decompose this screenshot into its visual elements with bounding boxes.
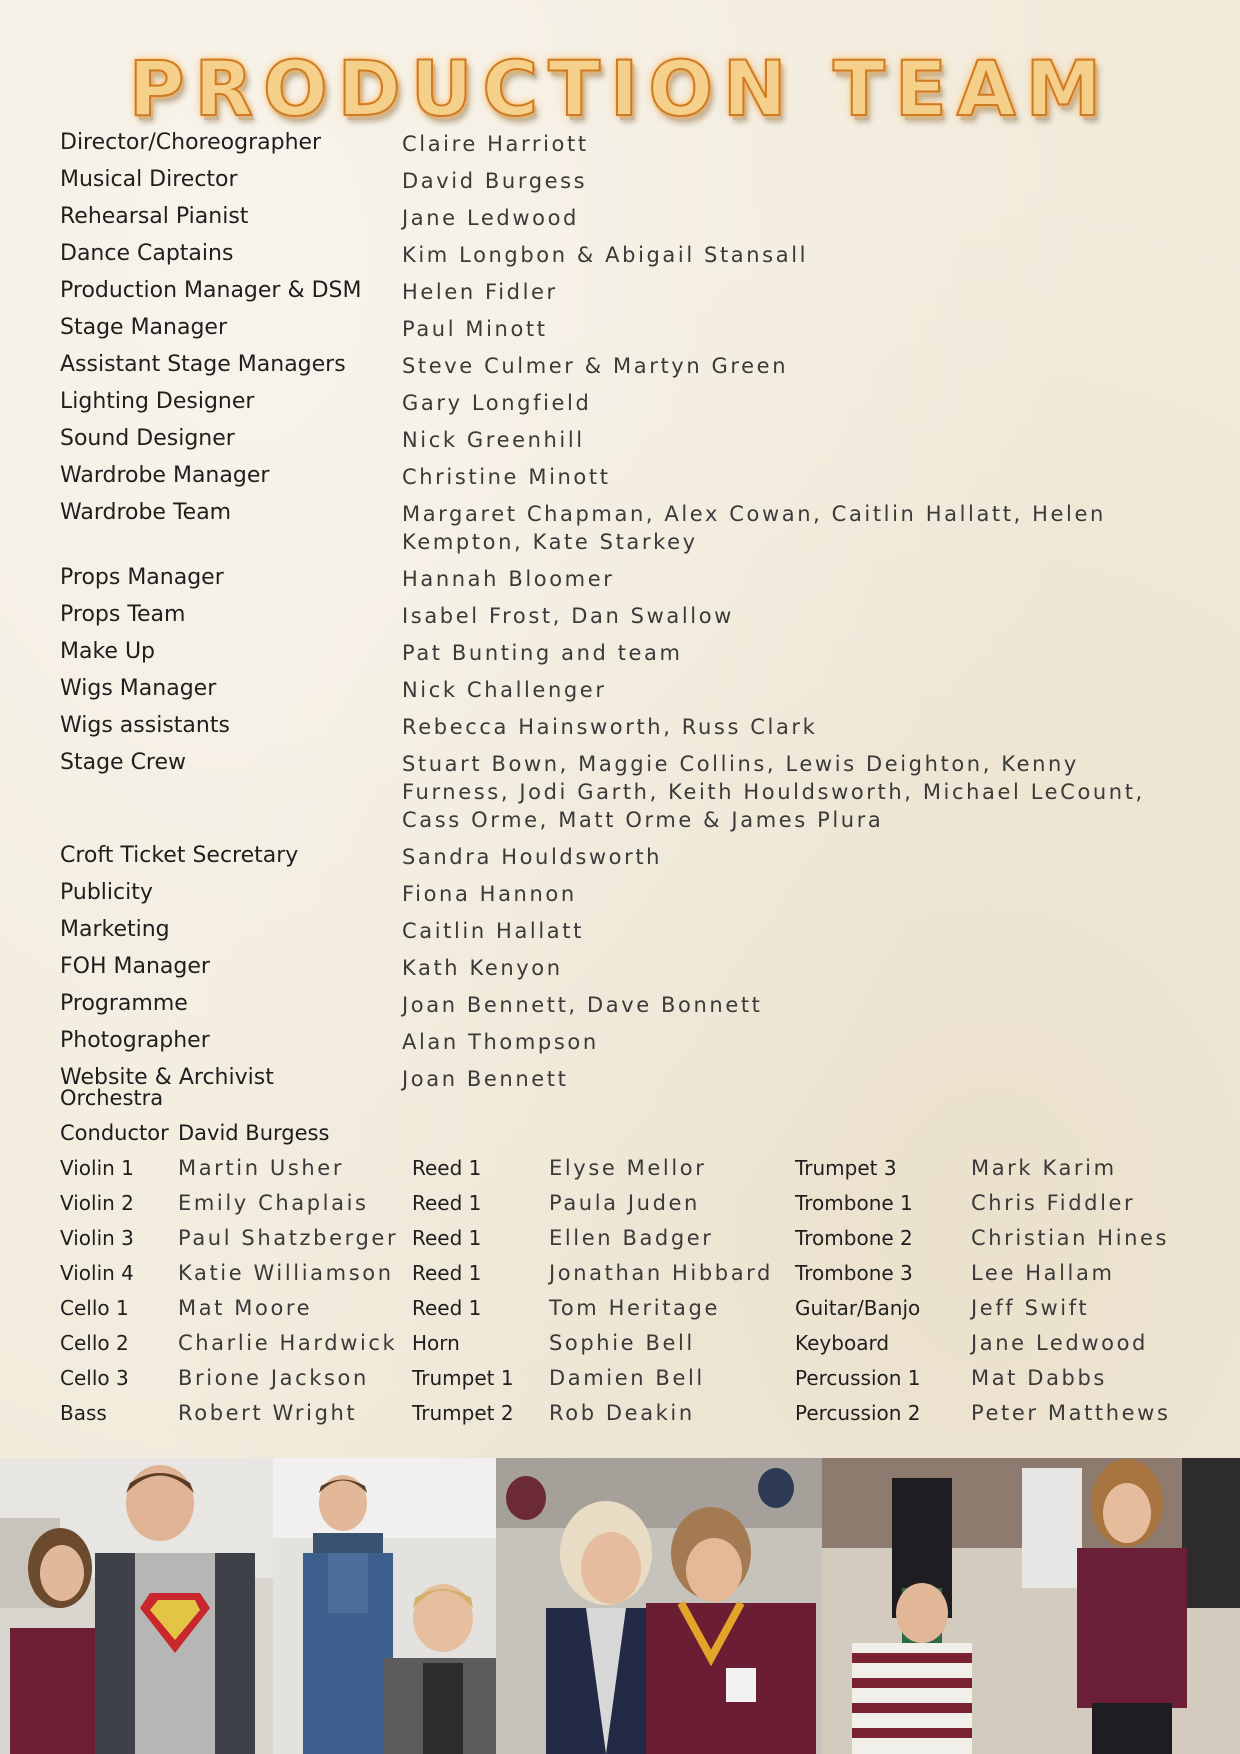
orchestra-part: Reed 1 bbox=[412, 1261, 482, 1285]
orchestra-player: Lee Hallam bbox=[971, 1261, 1115, 1285]
credit-name: Isabel Frost, Dan Swallow bbox=[402, 604, 734, 628]
credit-role: Lighting Designer bbox=[60, 389, 255, 414]
orchestra-player: Christian Hines bbox=[971, 1226, 1170, 1250]
orchestra-part: Violin 2 bbox=[60, 1191, 134, 1215]
conductor-label: Conductor bbox=[60, 1121, 169, 1145]
orchestra-parts-column bbox=[412, 1155, 549, 1435]
credit-role: Make Up bbox=[60, 639, 156, 664]
orchestra-part: Trombone 3 bbox=[795, 1261, 913, 1285]
credit-row bbox=[60, 843, 1190, 871]
credit-row bbox=[60, 389, 1190, 417]
credit-role: Website & Archivist bbox=[60, 1065, 274, 1090]
credit-role: Marketing bbox=[60, 917, 170, 942]
credit-role: Stage Manager bbox=[60, 315, 227, 340]
orchestra-part: Cello 1 bbox=[60, 1296, 129, 1320]
orchestra-player: Jonathan Hibbard bbox=[549, 1261, 773, 1285]
orchestra-part: Trumpet 3 bbox=[795, 1156, 897, 1180]
credit-role: Props Manager bbox=[60, 565, 224, 590]
credit-row bbox=[60, 639, 1190, 667]
credit-name: Fiona Hannon bbox=[402, 882, 577, 906]
credit-row bbox=[60, 500, 1190, 556]
orchestra-part: Reed 1 bbox=[412, 1191, 482, 1215]
credit-name: Nick Greenhill bbox=[402, 428, 585, 452]
credit-row bbox=[60, 954, 1190, 982]
orchestra-player: Brione Jackson bbox=[178, 1366, 369, 1390]
orchestra-player: Emily Chaplais bbox=[178, 1191, 369, 1215]
orchestra-player: Rob Deakin bbox=[549, 1401, 695, 1425]
orchestra-player: Katie Williamson bbox=[178, 1261, 394, 1285]
credit-role: Production Manager & DSM bbox=[60, 278, 362, 303]
credit-name: Jane Ledwood bbox=[402, 206, 579, 230]
orchestra-part: Trombone 1 bbox=[795, 1191, 913, 1215]
credit-role: Croft Ticket Secretary bbox=[60, 843, 299, 868]
credit-name: Nick Challenger bbox=[402, 678, 607, 702]
conductor-row bbox=[60, 1120, 1190, 1146]
credit-name: Sandra Houldsworth bbox=[402, 845, 663, 869]
conductor-name: David Burgess bbox=[178, 1121, 330, 1145]
credit-role: Wigs assistants bbox=[60, 713, 230, 738]
credit-name: Helen Fidler bbox=[402, 280, 558, 304]
orchestra-player: Tom Heritage bbox=[549, 1296, 720, 1320]
orchestra-part: Cello 2 bbox=[60, 1331, 129, 1355]
orchestra-parts-column bbox=[795, 1155, 971, 1435]
credit-name: Joan Bennett bbox=[402, 1067, 569, 1091]
production-credits-list bbox=[60, 130, 1190, 1102]
orchestra-players-column bbox=[971, 1155, 1190, 1435]
orchestra-part: Percussion 1 bbox=[795, 1366, 921, 1390]
credit-role: Wardrobe Manager bbox=[60, 463, 270, 488]
orchestra-part: Reed 1 bbox=[412, 1156, 482, 1180]
orchestra-player: Mark Karim bbox=[971, 1156, 1117, 1180]
credit-role: FOH Manager bbox=[60, 954, 210, 979]
orchestra-part: Cello 3 bbox=[60, 1366, 129, 1390]
credit-role: Director/Choreographer bbox=[60, 130, 322, 155]
orchestra-player: Paula Juden bbox=[549, 1191, 700, 1215]
orchestra-player: Charlie Hardwick bbox=[178, 1331, 398, 1355]
orchestra-players-column bbox=[549, 1155, 795, 1435]
orchestra-player: Paul Shatzberger bbox=[178, 1226, 399, 1250]
credit-name: Claire Harriott bbox=[402, 132, 589, 156]
credit-row bbox=[60, 204, 1190, 232]
credit-row bbox=[60, 426, 1190, 454]
credit-row bbox=[60, 278, 1190, 306]
orchestra-part: Trumpet 2 bbox=[412, 1401, 514, 1425]
credit-row bbox=[60, 713, 1190, 741]
credit-name: Paul Minott bbox=[402, 317, 548, 341]
credit-name: Caitlin Hallatt bbox=[402, 919, 584, 943]
orchestra-part: Violin 4 bbox=[60, 1261, 134, 1285]
credit-role: Publicity bbox=[60, 880, 153, 905]
credit-role: Rehearsal Pianist bbox=[60, 204, 249, 229]
rehearsal-photo-dungarees bbox=[273, 1458, 496, 1754]
orchestra-player: Mat Moore bbox=[178, 1296, 313, 1320]
credit-name: Pat Bunting and team bbox=[402, 641, 683, 665]
orchestra-player: Chris Fiddler bbox=[971, 1191, 1136, 1215]
credit-name: Alan Thompson bbox=[402, 1030, 599, 1054]
credit-row bbox=[60, 463, 1190, 491]
credit-row bbox=[60, 750, 1190, 834]
orchestra-grid bbox=[60, 1155, 1190, 1435]
orchestra-player: Elyse Mellor bbox=[549, 1156, 707, 1180]
credit-row bbox=[60, 1028, 1190, 1056]
orchestra-part: Percussion 2 bbox=[795, 1401, 921, 1425]
credit-role: Stage Crew bbox=[60, 750, 187, 775]
credit-row bbox=[60, 352, 1190, 380]
credit-role: Dance Captains bbox=[60, 241, 234, 266]
credit-role: Musical Director bbox=[60, 167, 238, 192]
credit-role: Programme bbox=[60, 991, 188, 1016]
credit-name: Rebecca Hainsworth, Russ Clark bbox=[402, 715, 818, 739]
orchestra-player: Sophie Bell bbox=[549, 1331, 695, 1355]
orchestra-part: Keyboard bbox=[795, 1331, 890, 1355]
orchestra-part: Violin 1 bbox=[60, 1156, 134, 1180]
credit-name: Stuart Bown, Maggie Collins, Lewis Deighton, Kenny Furness, Jodi Garth, Keith Houldsworth, Michael LeCount, Cass Orme, Matt Orme & James Plura bbox=[402, 752, 1145, 832]
orchestra-player: Martin Usher bbox=[178, 1156, 345, 1180]
credit-name: David Burgess bbox=[402, 169, 588, 193]
orchestra-part: Guitar/Banjo bbox=[795, 1296, 921, 1320]
page-title: PRODUCTION TEAM bbox=[128, 44, 1112, 133]
credit-row bbox=[60, 602, 1190, 630]
orchestra-part: Reed 1 bbox=[412, 1296, 482, 1320]
orchestra-player: Peter Matthews bbox=[971, 1401, 1171, 1425]
credit-row bbox=[60, 565, 1190, 593]
credit-name: Kath Kenyon bbox=[402, 956, 563, 980]
credit-row bbox=[60, 917, 1190, 945]
credit-role: Props Team bbox=[60, 602, 186, 627]
orchestra-part: Trombone 2 bbox=[795, 1226, 913, 1250]
orchestra-player: Jane Ledwood bbox=[971, 1331, 1148, 1355]
rehearsal-photo-couple bbox=[0, 1458, 273, 1754]
credit-row bbox=[60, 991, 1190, 1019]
credit-role: Assistant Stage Managers bbox=[60, 352, 346, 377]
credit-name: Joan Bennett, Dave Bonnett bbox=[402, 993, 763, 1017]
credit-role: Wigs Manager bbox=[60, 676, 217, 701]
orchestra-player: Ellen Badger bbox=[549, 1226, 714, 1250]
credit-row bbox=[60, 315, 1190, 343]
credit-name: Hannah Bloomer bbox=[402, 567, 615, 591]
orchestra-part: Trumpet 1 bbox=[412, 1366, 514, 1390]
credit-name: Kim Longbon & Abigail Stansall bbox=[402, 243, 809, 267]
photo-strip bbox=[0, 1458, 1240, 1754]
credit-row bbox=[60, 167, 1190, 195]
orchestra-players-column bbox=[178, 1155, 412, 1435]
rehearsal-photo-laughing bbox=[496, 1458, 822, 1754]
credit-row bbox=[60, 241, 1190, 269]
orchestra-player: Jeff Swift bbox=[971, 1296, 1090, 1320]
orchestra-part: Reed 1 bbox=[412, 1226, 482, 1250]
credit-name: Gary Longfield bbox=[402, 391, 592, 415]
orchestra-part: Violin 3 bbox=[60, 1226, 134, 1250]
orchestra-heading: Orchestra bbox=[60, 1086, 164, 1110]
orchestra-player: Damien Bell bbox=[549, 1366, 705, 1390]
orchestra-player: Mat Dabbs bbox=[971, 1366, 1107, 1390]
credit-role: Wardrobe Team bbox=[60, 500, 232, 525]
orchestra-section bbox=[60, 1085, 1190, 1435]
credit-name: Steve Culmer & Martyn Green bbox=[402, 354, 789, 378]
orchestra-parts-column bbox=[60, 1155, 178, 1435]
orchestra-player: Robert Wright bbox=[178, 1401, 358, 1425]
credit-row bbox=[60, 880, 1190, 908]
credit-name: Christine Minott bbox=[402, 465, 611, 489]
orchestra-part: Bass bbox=[60, 1401, 107, 1425]
orchestra-part: Horn bbox=[412, 1331, 460, 1355]
credit-row bbox=[60, 676, 1190, 704]
rehearsal-photo-dancers bbox=[822, 1458, 1240, 1754]
credit-row bbox=[60, 130, 1190, 158]
credit-name: Margaret Chapman, Alex Cowan, Caitlin Hallatt, Helen Kempton, Kate Starkey bbox=[402, 502, 1106, 554]
credit-role: Sound Designer bbox=[60, 426, 235, 451]
credit-role: Photographer bbox=[60, 1028, 210, 1053]
